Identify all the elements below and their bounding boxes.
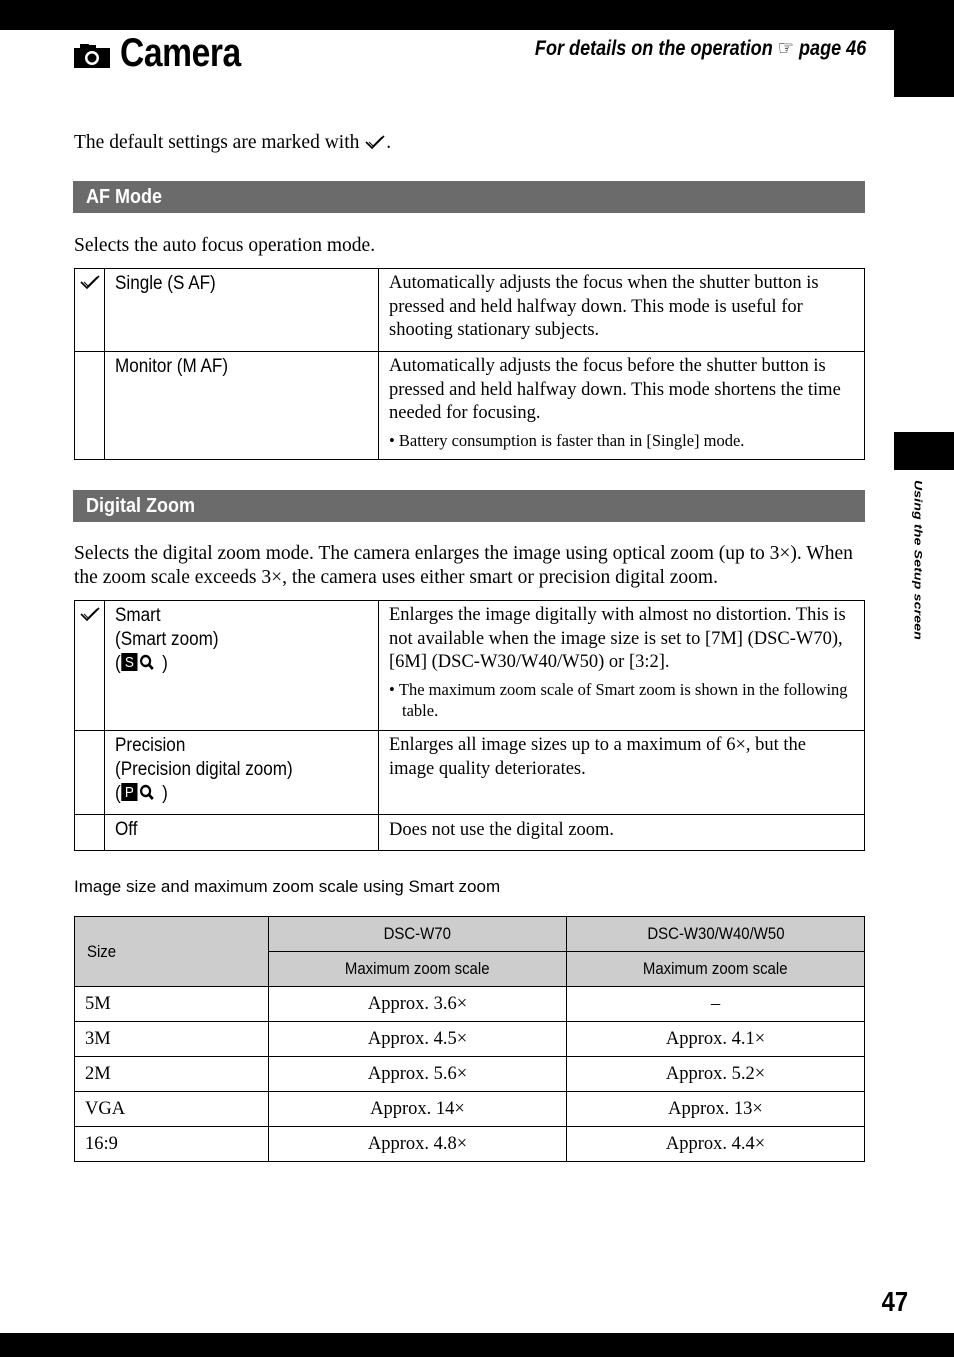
intro-text: The default settings are marked with (74, 132, 360, 153)
table-row (75, 1092, 865, 1127)
size-cell: 16:9 (75, 1127, 269, 1162)
table-row (75, 1057, 865, 1092)
option-description (379, 601, 865, 731)
w70-zoom-cell: Approx. 5.6× (269, 1057, 567, 1092)
table-row (75, 1127, 865, 1162)
side-tab-label: Using the Setup screen (912, 480, 926, 640)
detail-reference[interactable] (535, 36, 866, 61)
empty-check-cell (75, 731, 105, 815)
page-number: 47 (881, 1286, 908, 1317)
empty-check-cell (75, 815, 105, 851)
table-row (75, 987, 865, 1022)
w70-zoom-cell: Approx. 14× (269, 1092, 567, 1127)
table-row (75, 1022, 865, 1057)
w30-zoom-cell: – (567, 987, 865, 1022)
svg-text:S: S (125, 654, 135, 672)
w70-zoom-cell: Approx. 3.6× (269, 987, 567, 1022)
w30-zoom-cell: Approx. 4.1× (567, 1022, 865, 1057)
size-cell: 5M (75, 987, 269, 1022)
option-description: Enlarges all image sizes up to a maximum of 6×, but the image quality deteriorates. (379, 731, 865, 815)
option-name: Off (105, 815, 379, 851)
digital-zoom-description: Selects the digital zoom mode. The camera enlarges the image using optical zoom (up to 3×). When the zoom scale exceeds 3×, the camera uses either smart or precision digital zoom. (74, 543, 853, 588)
smart-zoom-icon (121, 652, 162, 672)
option-description-text: Enlarges the image digitally with almost no distortion. This is not available when the image size is set to [7M] (DSC-W70), [6M] (DSC-W30/W40/W50) or [3:2]. (389, 605, 846, 672)
table-row[interactable] (75, 601, 865, 731)
empty-check-cell (75, 352, 105, 460)
default-check-cell (75, 269, 105, 352)
option-name: Single (S AF) (105, 269, 379, 352)
default-marker-note (74, 132, 391, 154)
zoom-table-caption: Image size and maximum zoom scale using Smart zoom (74, 877, 501, 896)
detail-ref-text: For details on the operation (534, 37, 773, 60)
option-description: Automatically adjusts the focus when the shutter button is pressed and held halfway down. This mode is useful for shooting stationary subjects. (379, 269, 865, 352)
svg-text:P: P (125, 784, 135, 802)
af-mode-options-table (74, 268, 865, 460)
table-row[interactable] (75, 269, 865, 352)
default-check-cell (75, 601, 105, 731)
intro-period: . (386, 132, 392, 153)
zoom-scale-subheader: Maximum zoom scale (567, 952, 865, 987)
af-mode-heading: AF Mode (73, 181, 865, 213)
size-cell: 3M (75, 1022, 269, 1057)
section-tab-marker (894, 432, 954, 470)
table-row[interactable] (75, 731, 865, 815)
w30-zoom-cell: Approx. 13× (567, 1092, 865, 1127)
option-description (379, 352, 865, 460)
option-description: Does not use the digital zoom. (379, 815, 865, 851)
option-note: • The maximum zoom scale of Smart zoom is shown in the following table. (389, 679, 848, 720)
option-name: Smart (Smart zoom) ( S ) (105, 601, 379, 731)
corner-tab (894, 30, 954, 97)
option-note: • Battery consumption is faster than in [Single] mode. (389, 430, 745, 450)
pointing-hand-icon: ☞ (777, 37, 794, 60)
checkmark-icon (364, 134, 386, 150)
checkmark-icon (79, 605, 101, 623)
detail-ref-page: page 46 (798, 37, 866, 60)
option-name: Monitor (M AF) (105, 352, 379, 460)
table-header-row (75, 917, 865, 952)
option-name: Precision (Precision digital zoom) ( P ) (105, 731, 379, 815)
camera-icon (74, 42, 110, 68)
w70-zoom-cell: Approx. 4.5× (269, 1022, 567, 1057)
bottom-border-bar (0, 1333, 954, 1357)
page-title: Camera (120, 30, 241, 75)
page-title-block (74, 28, 264, 78)
table-row[interactable] (75, 352, 865, 460)
size-column-header: Size (75, 917, 269, 987)
af-mode-description: Selects the auto focus operation mode. (74, 235, 376, 256)
size-cell: VGA (75, 1092, 269, 1127)
digital-zoom-heading: Digital Zoom (73, 490, 865, 522)
w30-zoom-cell: Approx. 4.4× (567, 1127, 865, 1162)
digital-zoom-options-table (74, 600, 865, 851)
size-cell: 2M (75, 1057, 269, 1092)
checkmark-icon (79, 273, 101, 291)
option-description-text: Automatically adjusts the focus before the shutter button is pressed and held halfway down. This mode shortens the time needed for focusing. (389, 356, 841, 423)
smart-zoom-scale-table (74, 916, 865, 1162)
w70-zoom-cell: Approx. 4.8× (269, 1127, 567, 1162)
precision-zoom-icon (121, 782, 162, 802)
w30-zoom-cell: Approx. 5.2× (567, 1057, 865, 1092)
zoom-scale-subheader: Maximum zoom scale (269, 952, 567, 987)
table-row[interactable] (75, 815, 865, 851)
model-column-header: DSC-W30/W40/W50 (567, 917, 865, 952)
model-column-header: DSC-W70 (269, 917, 567, 952)
top-border-bar (0, 0, 954, 30)
